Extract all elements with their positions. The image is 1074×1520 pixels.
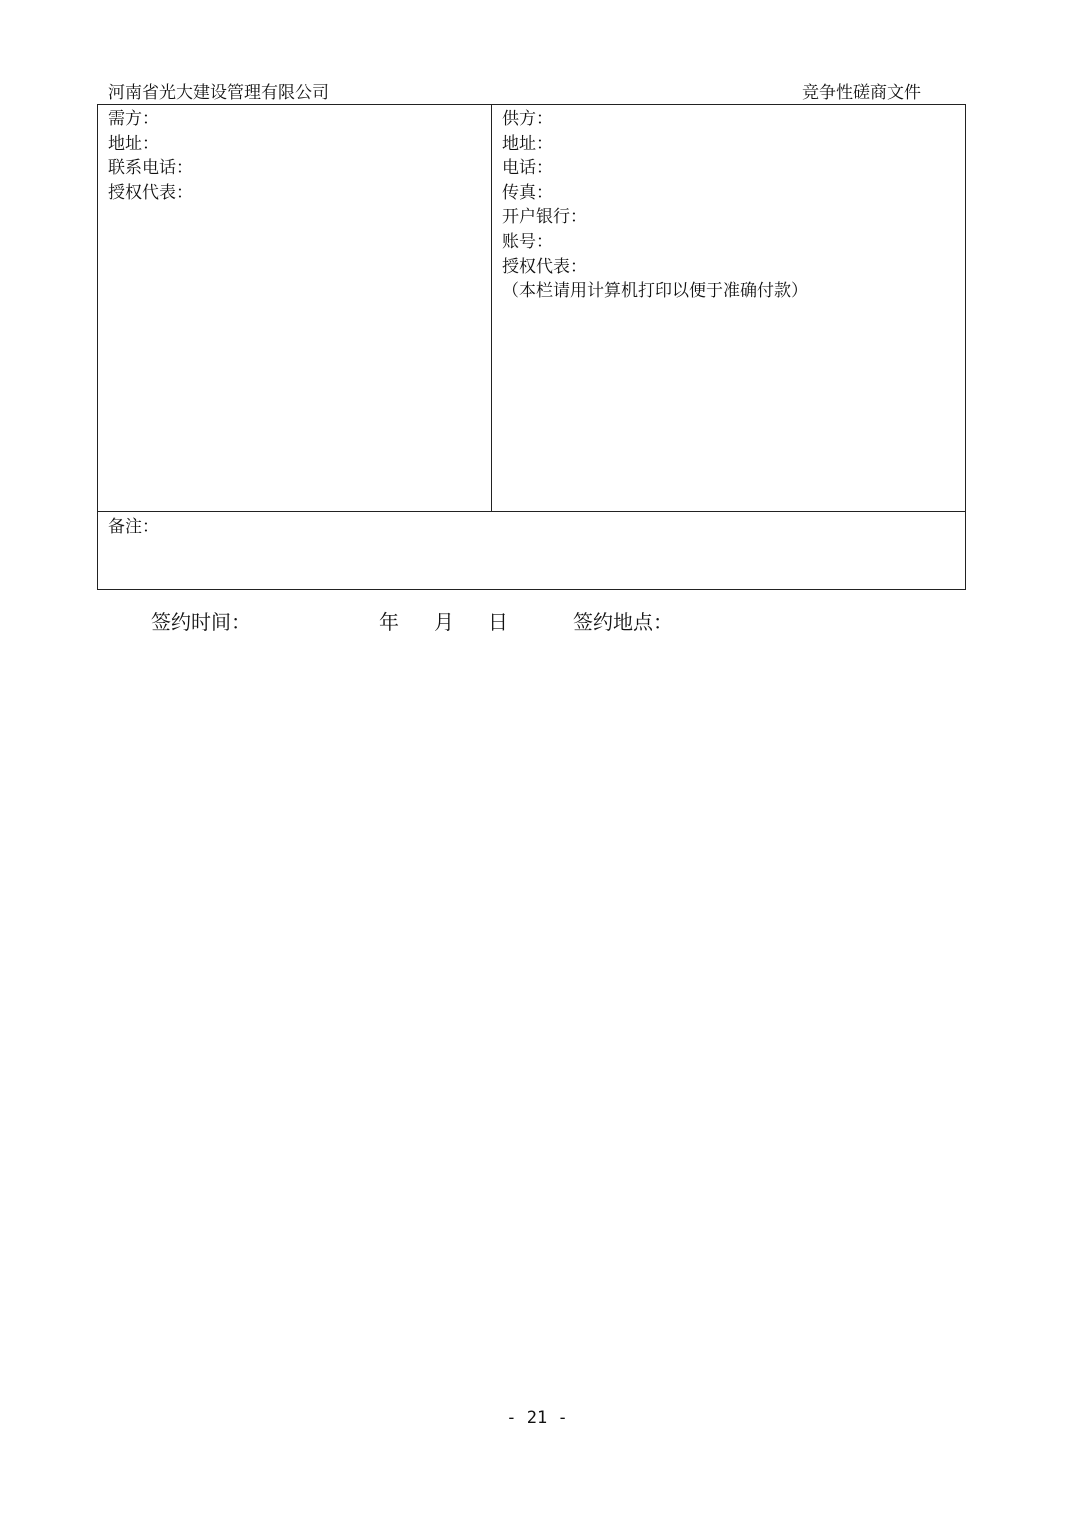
signing-time-label: 签约时间： — [151, 610, 251, 634]
supplier-field: 供方： — [502, 109, 553, 129]
supplier-account-field: 账号： — [502, 231, 553, 252]
supplier-fax-field: 传真： — [502, 182, 553, 203]
supplier-representative-field: 授权代表： — [502, 256, 587, 277]
document-title: 竞争性磋商文件 — [802, 83, 921, 103]
supplier-print-note: （本栏请用计算机打印以便于准确付款） — [502, 281, 808, 302]
row-divider — [98, 511, 965, 512]
signing-month-label: 月 — [434, 610, 454, 634]
remark-label: 备注： — [108, 517, 159, 537]
signing-year-label: 年 — [379, 610, 399, 634]
supplier-address-field: 地址： — [502, 133, 553, 154]
supplier-cell — [502, 107, 952, 304]
supplier-bank-field: 开户银行： — [502, 207, 587, 228]
remark-cell — [108, 515, 948, 540]
column-divider — [491, 105, 492, 511]
page-number: - 21 - — [506, 1408, 568, 1428]
supplier-phone-field: 电话： — [502, 158, 553, 179]
buyer-address-field: 地址： — [108, 133, 159, 154]
signing-day-label: 日 — [488, 610, 508, 634]
page-header — [108, 78, 966, 105]
contract-party-table — [97, 104, 966, 590]
signing-place-label: 签约地点： — [573, 610, 673, 634]
buyer-phone-field: 联系电话： — [108, 158, 193, 179]
buyer-field: 需方： — [108, 109, 159, 129]
buyer-representative-field: 授权代表： — [108, 182, 193, 203]
company-name: 河南省光大建设管理有限公司 — [108, 83, 329, 103]
signing-row — [151, 606, 871, 636]
buyer-cell — [108, 107, 478, 205]
